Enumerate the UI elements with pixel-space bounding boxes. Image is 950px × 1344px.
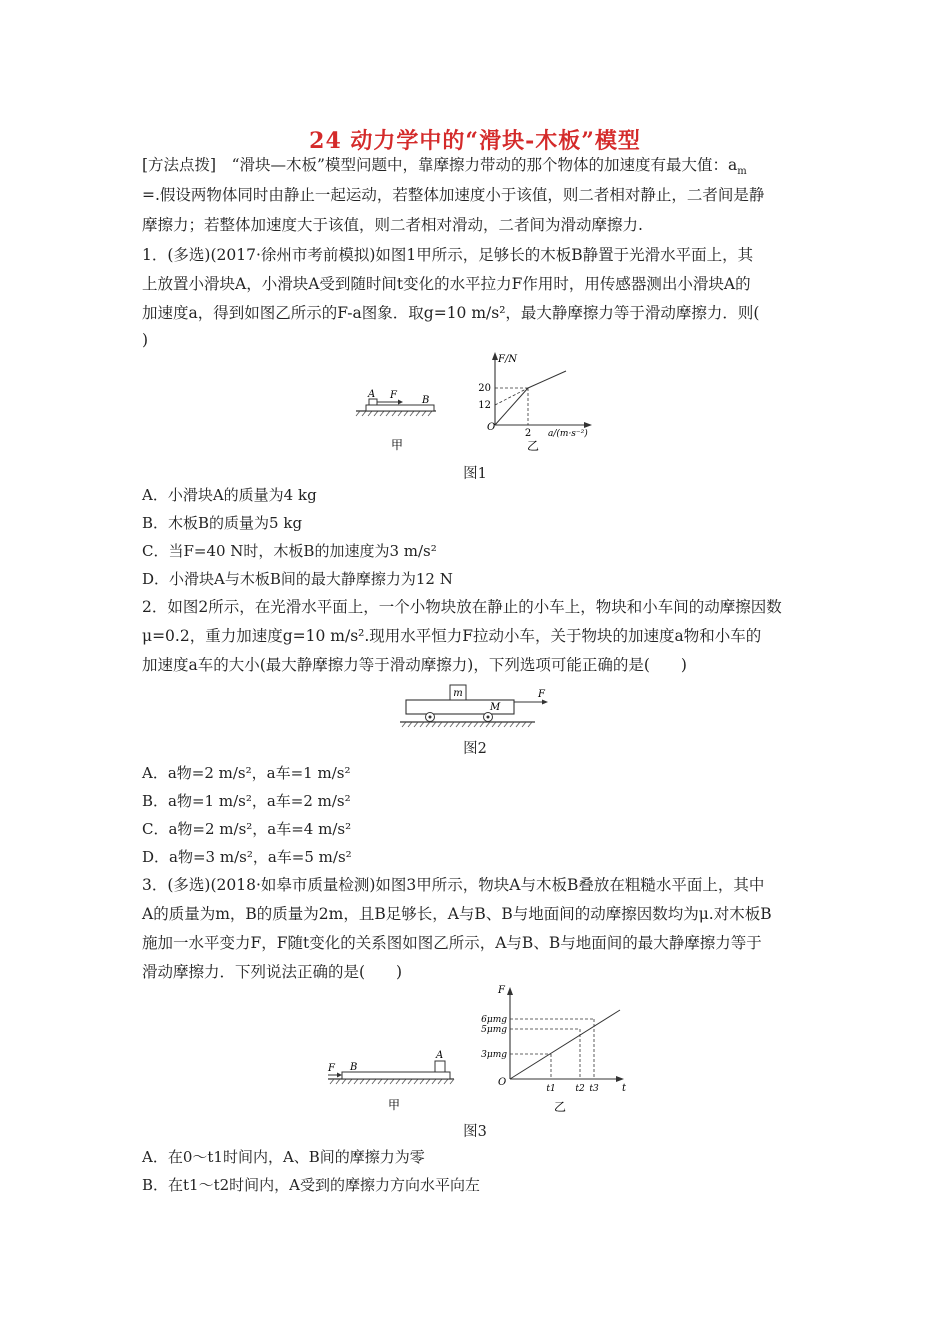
method-line-2: =.假设两物体同时由静止一起运动，若整体加速度小于该值，则二者相对静止，二者间是静 xyxy=(142,186,765,204)
q1-option-a: A．小滑块A的质量为4 kg xyxy=(142,486,317,504)
fig3-xlabel: t xyxy=(622,1083,627,1094)
fig1-xlabel: a/(m·s⁻²) xyxy=(548,429,588,439)
q2-option-d: D．a物=3 m/s²，a车=5 m/s² xyxy=(142,848,352,866)
fig3-caption-yi: 乙 xyxy=(553,1100,567,1114)
fig1-right-graph xyxy=(470,350,610,460)
fig2-label-m: m xyxy=(453,688,463,699)
q1-option-b: B．木板B的质量为5 kg xyxy=(142,514,303,532)
q3-line-2: A的质量为m，B的质量为2m，且B足够长，A与B、B与地面间的动摩擦因数均为μ.对木板B xyxy=(142,905,772,923)
fig3-ytick-6umg: 6μmg xyxy=(481,1015,507,1025)
fig1-ytick-20: 20 xyxy=(478,383,491,394)
q3-line-3: 施加一水平变力F，F随t变化的关系图如图乙所示，A与B、B与地面间的最大静摩擦力等于 xyxy=(142,934,762,952)
q3-option-b: B．在t1～t2时间内，A受到的摩擦力方向水平向左 xyxy=(142,1176,481,1194)
fig3-label-B: B xyxy=(350,1062,358,1073)
fig3-ytick-5umg: 5μmg xyxy=(481,1025,507,1035)
q3-line-1: 3．(多选)(2018·如皋市质量检测)如图3甲所示，物块A与木板B叠放在粗糙水平面上，其中 xyxy=(142,876,765,894)
q1-option-c: C．当F=40 N时，木板B的加速度为3 m/s² xyxy=(142,542,437,560)
document-title: 24 动力学中的“滑块-木板”模型 xyxy=(309,128,641,154)
q2-option-c: C．a物=2 m/s²，a车=4 m/s² xyxy=(142,820,352,838)
fig2-diagram xyxy=(400,680,560,730)
fig1-ylabel: F/N xyxy=(498,354,518,365)
fig1-xtick-2: 2 xyxy=(524,428,532,439)
fig2-label-M: M xyxy=(490,702,501,713)
q1-line-2: 上放置小滑块A，小滑块A受到随时间t变化的水平拉力F作用时，用传感器测出小滑块A的 xyxy=(142,275,751,293)
fig1-label-A: A xyxy=(368,389,376,400)
fig3-ytick-3umg: 3μmg xyxy=(481,1050,507,1060)
fig3-right-graph xyxy=(470,983,640,1123)
q3-option-a: A．在0～t1时间内，A、B间的摩擦力为零 xyxy=(142,1148,425,1166)
q1-option-d: D．小滑块A与木板B间的最大静摩擦力为12 N xyxy=(142,570,453,588)
fig3-label-A: A xyxy=(436,1050,444,1061)
fig3-left-diagram xyxy=(322,1050,462,1115)
fig1-label-F: F xyxy=(390,390,397,401)
fig3-xtick-t2: t2 xyxy=(575,1084,585,1094)
fig1-caption-yi: 乙 xyxy=(526,439,540,453)
fig1-label-B: B xyxy=(422,395,430,406)
method-line-1: [方法点拨] “滑块—木板”模型问题中，靠摩擦力带动的那个物体的加速度有最大值：$a_m$ xyxy=(142,156,747,178)
fig1-left-diagram xyxy=(352,385,442,455)
fig1-origin: O xyxy=(487,422,496,433)
q2-line-1: 2．如图2所示，在光滑水平面上，一个小物块放在静止的小车上，物块和小车间的动摩擦因数 xyxy=(142,598,782,616)
q2-line-2: μ=0.2，重力加速度g=10 m/s².现用水平恒力F拉动小车，关于物块的加速度a物和小车的 xyxy=(142,627,762,645)
q3-line-4: 滑动摩擦力．下列说法正确的是( ) xyxy=(142,963,403,981)
q1-line-1: 1．(多选)(2017·徐州市考前模拟)如图1甲所示，足够长的木板B静置于光滑水平面上，其 xyxy=(142,246,754,264)
q2-option-a: A．a物=2 m/s²，a车=1 m/s² xyxy=(142,764,351,782)
fig1-ytick-12: 12 xyxy=(478,400,491,411)
fig3-origin: O xyxy=(498,1077,507,1088)
figure-3-caption: 图3 xyxy=(463,1124,487,1140)
method-line-3: 摩擦力；若整体加速度大于该值，则二者相对滑动，二者间为滑动摩擦力. xyxy=(142,216,643,234)
figure-1-caption: 图1 xyxy=(463,466,487,482)
fig2-label-F: F xyxy=(538,689,545,700)
fig3-label-F: F xyxy=(328,1063,335,1074)
fig3-xtick-t1: t1 xyxy=(546,1084,556,1094)
fig3-ylabel: F xyxy=(498,985,505,996)
fig3-caption-jia: 甲 xyxy=(387,1098,401,1112)
q2-line-3: 加速度a车的大小(最大静摩擦力等于滑动摩擦力)，下列选项可能正确的是( ) xyxy=(142,656,687,674)
q1-line-3: 加速度a，得到如图乙所示的F-a图象．取g=10 m/s²，最大静摩擦力等于滑动摩擦力．则( xyxy=(142,304,760,322)
fig1-caption-jia: 甲 xyxy=(390,438,404,452)
fig3-xtick-t3: t3 xyxy=(589,1084,599,1094)
q1-line-4: ) xyxy=(142,331,149,349)
q2-option-b: B．a物=1 m/s²，a车=2 m/s² xyxy=(142,792,351,810)
figure-2-caption: 图2 xyxy=(463,741,487,757)
